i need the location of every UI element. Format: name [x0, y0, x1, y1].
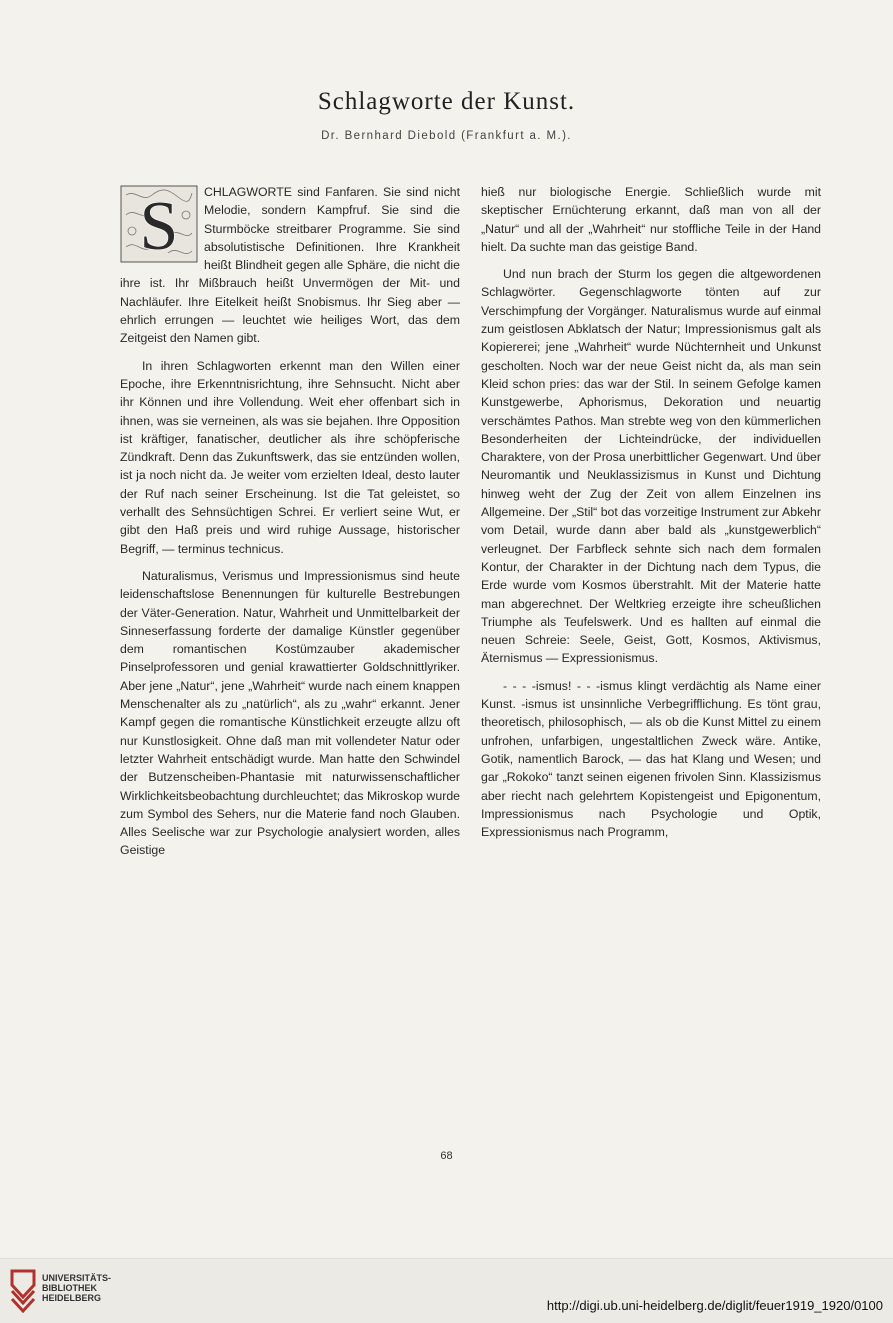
paragraph: hieß nur biologische Energie. Schließlich wurde mit skeptischer Ernüchterung erkannt, daß man von all der „Natur“ und all der „Wahrheit“ nur stoffliche Teile in der Hand hielt. Da suchte man das geistige Band.	[481, 185, 821, 254]
paragraph: In ihren Schlagworten erkennt man den Willen einer Epoche, ihre Erkenntnisrichtung, ihre Sehnsucht. Nicht aber ihr Können und ihre Vollendung. Weit eher offenbart sich in ihnen, was sie verneinen, als was sie bejahen. Ihre Opposition ist kräftiger, fanatischer, deutlicher als ihre schöpferische Zündkraft. Denn das Zukunftswerk, das sie entzünden wollen, ist ja noch nicht da. Je weiter vom erzielten Ideal, desto lauter der Ruf nach seiner Erscheinung. Ist die Tat geleistet, so verhallt des Sehnsüchtigen Schrei. Er verliert seine Wut, er gibt den Haß preis und wird ruhige Aussage, historischer Begriff, — terminus technicus.	[120, 358, 460, 556]
right-column	[481, 183, 821, 850]
paragraph: Naturalismus, Verismus und Impressionismus sind heute leidenschaftslose Benennungen für kulturelle Bestrebungen der Väter-Generation. Natur, Wahrheit und Unmittelbarkeit der Sinneserfassung forderte der damalige Künstler gegenüber dem romantischen Kostümzauber akademischer Pinselprofessoren und genial krawattierter Goldschnittlyriker. Aber jene „Natur“, jene „Wahrheit“ wurde nach einem knappen Menschenalter als zu „natürlich“, als zu „wahr“ erkannt. Jener Kampf gegen die romantische Künstlichkeit erzeugte allzu oft nur Kunstlosigkeit. Ohne daß man mit vollendeter Natur oder letzter Wahrheit entschädigt wurde. Man hatte den Schwindel der Butzenscheiben-Phantasie mit naturwissenschaftlicher Wirklichkeitsbeobachtung durchleuchtet; das Mikroskop wurde zum Symbol des Sehers, nur die Materie fand noch Glauben. Alles Seelische war zur Psychologie analysiert worden, alles Geistige	[120, 568, 460, 858]
page-number: 68	[440, 1150, 453, 1162]
svg-text:S: S	[139, 188, 179, 263]
left-column	[120, 183, 460, 869]
library-line: HEIDELBERG	[42, 1293, 102, 1303]
source-url-link[interactable]: http://digi.ub.uni-heidelberg.de/diglit/feuer1919_1920/0100	[546, 1298, 883, 1313]
paragraph	[120, 183, 460, 348]
library-line: UNIVERSITÄTS-	[42, 1273, 112, 1283]
library-logo-icon	[8, 1267, 38, 1313]
article-author: Dr. Bernhard Diebold (Frankfurt a. M.).	[321, 130, 572, 142]
library-line: BIBLIOTHEK	[42, 1283, 97, 1293]
article-title: Schlagworte der Kunst.	[317, 88, 576, 115]
paragraph: - - - -ismus! - - -ismus klingt verdächtig als Name einer Kunst. -ismus ist unsinnliche Verbegrifflichung. Es tönt grau, theoretisch, philosophisch, — als ob die Kunst Mittel zu einem unfrohen, unfarbigen, ungestaltlichen Zweck wäre. Antike, Gotik, namentlich Barock, — das hat Klang und Wesen; und gar „Rokoko“ tanzt seinen eigenen frivolen Sinn. Klassizismus aber riecht nach gelehrtem Kopistengeist und Epigonentum, Impressionismus nach Psychologie und Optik, Expressionismus nach Programm,	[481, 678, 821, 840]
footer-bar	[0, 1258, 893, 1323]
paragraph: Und nun brach der Sturm los gegen die altgewordenen Schlagwörter. Gegenschlagworte tönten auf zur Verschimpfung der Vorgänger. Naturalismus wurde auf einmal zum geistlosen Abklatsch der Natur; Impressionismus galt als Kopiererei; jene „Wahrheit“ wurde Nüchternheit und Unkunst gescholten. Noch war der neue Geist nicht da, als man sein Kleid schon pries: das war der Stil. In seinem Gefolge kamen Kunstgewerbe, Aphorismus, Dekoration und neuartig verschämtes Pathos. Man strebte weg von den kümmerlichen Besonderheiten der Lichteindrücke, der individuellen Charaktere, von der Prosa unerbittlicher Gegenwart. Und über Neuromantik und Neuklassizismus in Kunst und Dichtung hinweg weht der Zug der Zeit von allem Einzelnen ins Allgemeine. Der „Stil“ bot das vorzeitige Instrument zur Abkehr vom Detail, wurde dann aber bald als „kunstgewerblich“ verleugnet. Der Farbfleck sehnte sich nach dem formalen Kontur, der Charakter in der Dichtung nach dem Typus, die Erde wurde vom Kosmos überstrahlt. Mit der Materie hatte man abgerechnet. Der Weltkrieg erzeigte ihre scheußlichen Triumphe als Teufelswerk. Und es hallten auf einmal die neuen Schreie: Seele, Geist, Gott, Kosmos, Aktivismus, Äternismus — Expressionismus.	[481, 267, 821, 666]
ornamental-dropcap-icon	[120, 185, 198, 263]
paragraph-text: CHLAGWORTE sind Fanfaren. Sie sind nicht Melodie, sondern Kampfruf. Sie sind die Sturmböcke streitbarer Programme. Sie sind absolutistische Definitionen. Ihre Krankheit heißt Blindheit gegen alle Sphäre, die nicht die ihre ist. Ihr Mißbrauch heißt Unvermögen der Mit- und Nachläufer. Ihre Eitelkeit heißt Snobismus. Ihr Sieg aber — ehrlich errungen — leuchtet wie heiliges Wort, das dem Zeitgeist den Namen gibt.	[120, 185, 460, 346]
library-name	[42, 1273, 111, 1303]
